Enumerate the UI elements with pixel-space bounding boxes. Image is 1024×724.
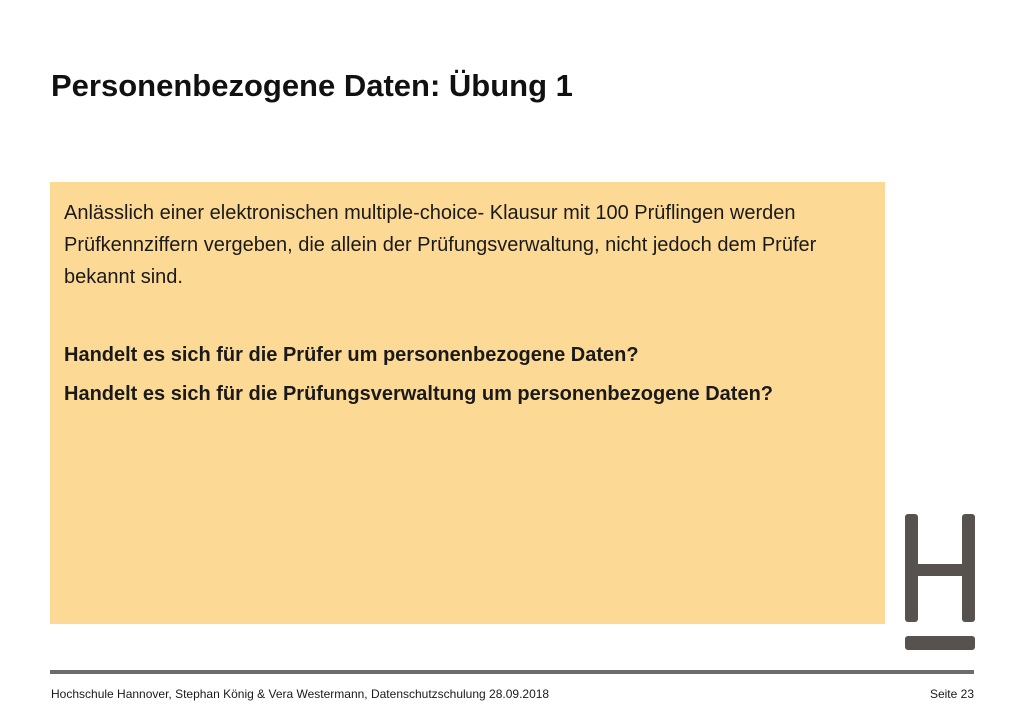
question-exam-administration: Handelt es sich für die Prüfungsverwaltung um personenbezogene Daten?: [64, 383, 774, 405]
logo-crossbar: [905, 564, 975, 576]
hochschule-hannover-logo-icon: [905, 514, 975, 652]
exercise-intro-text: Anlässlich einer elektronischen multiple-choice- Klausur mit 100 Prüflingen werden Prüfkennziffern vergeben, die allein der Prüfungsverwaltung, nicht jedoch dem Prüfer bekannt sind.: [64, 202, 817, 288]
logo-underline: [905, 636, 975, 650]
exercise-box: [50, 182, 885, 624]
question-examiner: Handelt es sich für die Prüfer um personenbezogene Daten?: [64, 344, 639, 366]
footer-credits: Hochschule Hannover, Stephan König & Vera Westermann, Datenschutzschulung 28.09.2018: [51, 687, 550, 701]
footer-divider: [50, 670, 974, 674]
page-number: Seite 23: [929, 687, 974, 701]
slide-title: Personenbezogene Daten: Übung 1: [51, 68, 573, 103]
